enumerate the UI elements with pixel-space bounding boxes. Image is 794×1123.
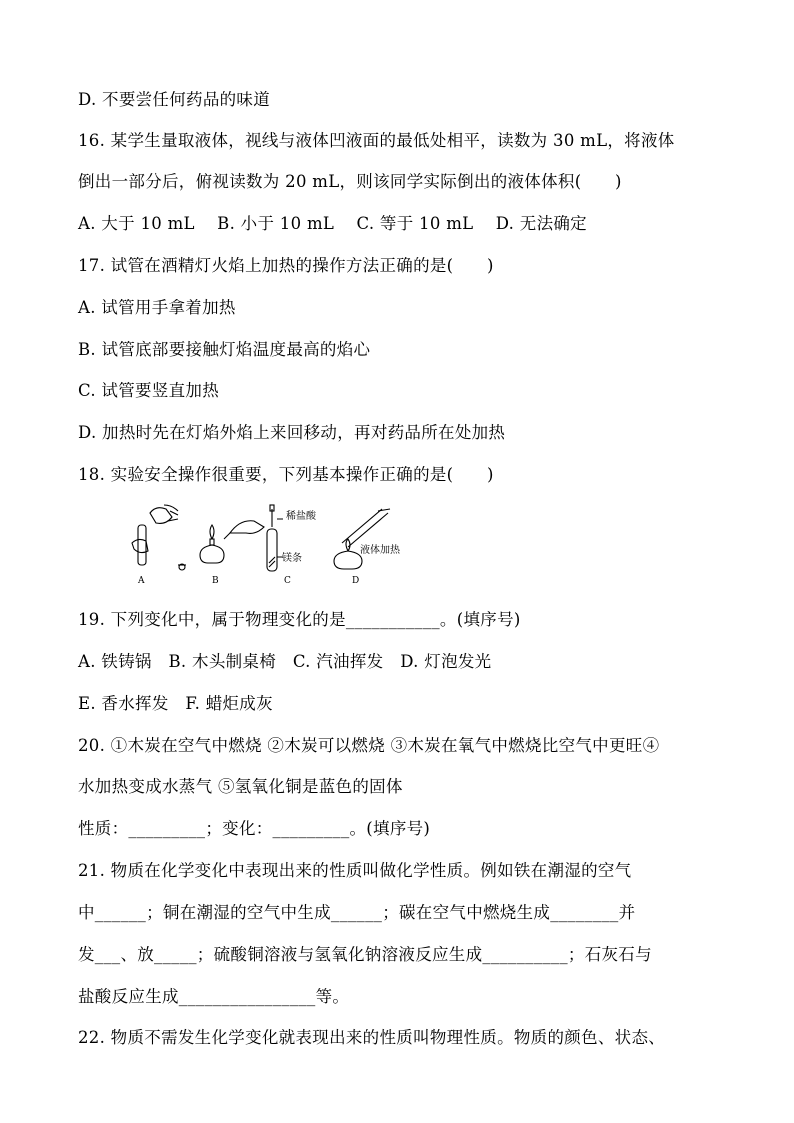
text-line: 水加热变成水蒸气 ⑤氢氧化铜是蓝色的固体 bbox=[78, 777, 403, 796]
figure-annotation: 镁条 bbox=[282, 553, 302, 564]
figure-c-test-tube bbox=[267, 505, 283, 571]
text-line: D. 不要尝任何药品的味道 bbox=[78, 90, 271, 109]
text-line: 倒出一部分后，俯视读数为 20 mL，则该同学实际倒出的液体体积( ) bbox=[78, 172, 622, 191]
option-line: A. 试管用手拿着加热 bbox=[78, 298, 236, 317]
text-line: 发___、放_____；硫酸铜溶液与氢氧化钠溶液反应生成__________；石灰石与 bbox=[78, 945, 652, 964]
figure-label-c: C bbox=[284, 576, 291, 585]
question-16-line: 16. 某学生量取液体，视线与液体凹液面的最低处相平，读数为 30 mL，将液体 bbox=[78, 131, 675, 150]
answer-line: 性质：_________；变化：_________。(填序号) bbox=[78, 819, 431, 838]
figure-b-alcohol-lamp bbox=[200, 521, 264, 563]
question-18-line: 18. 实验安全操作很重要，下列基本操作正确的是( ) bbox=[78, 465, 494, 484]
question-20-line: 20. ①木炭在空气中燃烧 ②木炭可以燃烧 ③木炭在氧气中燃烧比空气中更旺④ bbox=[78, 736, 660, 755]
text-line: 中______；铜在潮湿的空气中生成______；碳在空气中燃烧生成________并 bbox=[78, 903, 636, 922]
figure-label-a: A bbox=[138, 576, 145, 585]
figure-label-d: D bbox=[352, 576, 360, 585]
lab-operations-figure bbox=[130, 503, 410, 585]
options-line: A. 大于 10 mL B. 小于 10 mL C. 等于 10 mL D. 无法确定 bbox=[78, 214, 587, 233]
figure-d-heating bbox=[334, 509, 390, 569]
question-21-line: 21. 物质在化学变化中表现出来的性质叫做化学性质。例如铁在潮湿的空气 bbox=[78, 861, 632, 880]
question-22-line: 22. 物质不需发生化学变化就表现出来的性质叫物理性质。物质的颜色、状态、 bbox=[78, 1028, 666, 1047]
option-line: D. 加热时先在灯焰外焰上来回移动，再对药品所在处加热 bbox=[78, 423, 506, 442]
option-line: B. 试管底部要接触灯焰温度最高的焰心 bbox=[78, 340, 371, 359]
option-line: C. 试管要竖直加热 bbox=[78, 381, 220, 400]
figure-annotation: 稀盐酸 bbox=[286, 511, 316, 522]
question-19-line: 19. 下列变化中，属于物理变化的是___________。(填序号) bbox=[78, 610, 521, 629]
options-line: A. 铁铸锅 B. 木头制桌椅 C. 汽油挥发 D. 灯泡发光 bbox=[78, 652, 492, 671]
figure-annotation: 液体加热 bbox=[360, 545, 400, 556]
figure-label-b: B bbox=[212, 576, 219, 585]
text-line: 盐酸反应生成________________等。 bbox=[78, 987, 350, 1006]
options-line: E. 香水挥发 F. 蜡炬成灰 bbox=[78, 694, 273, 713]
question-17-line: 17. 试管在酒精灯火焰上加热的操作方法正确的是( ) bbox=[78, 256, 494, 275]
figure-a-pouring bbox=[132, 505, 186, 570]
